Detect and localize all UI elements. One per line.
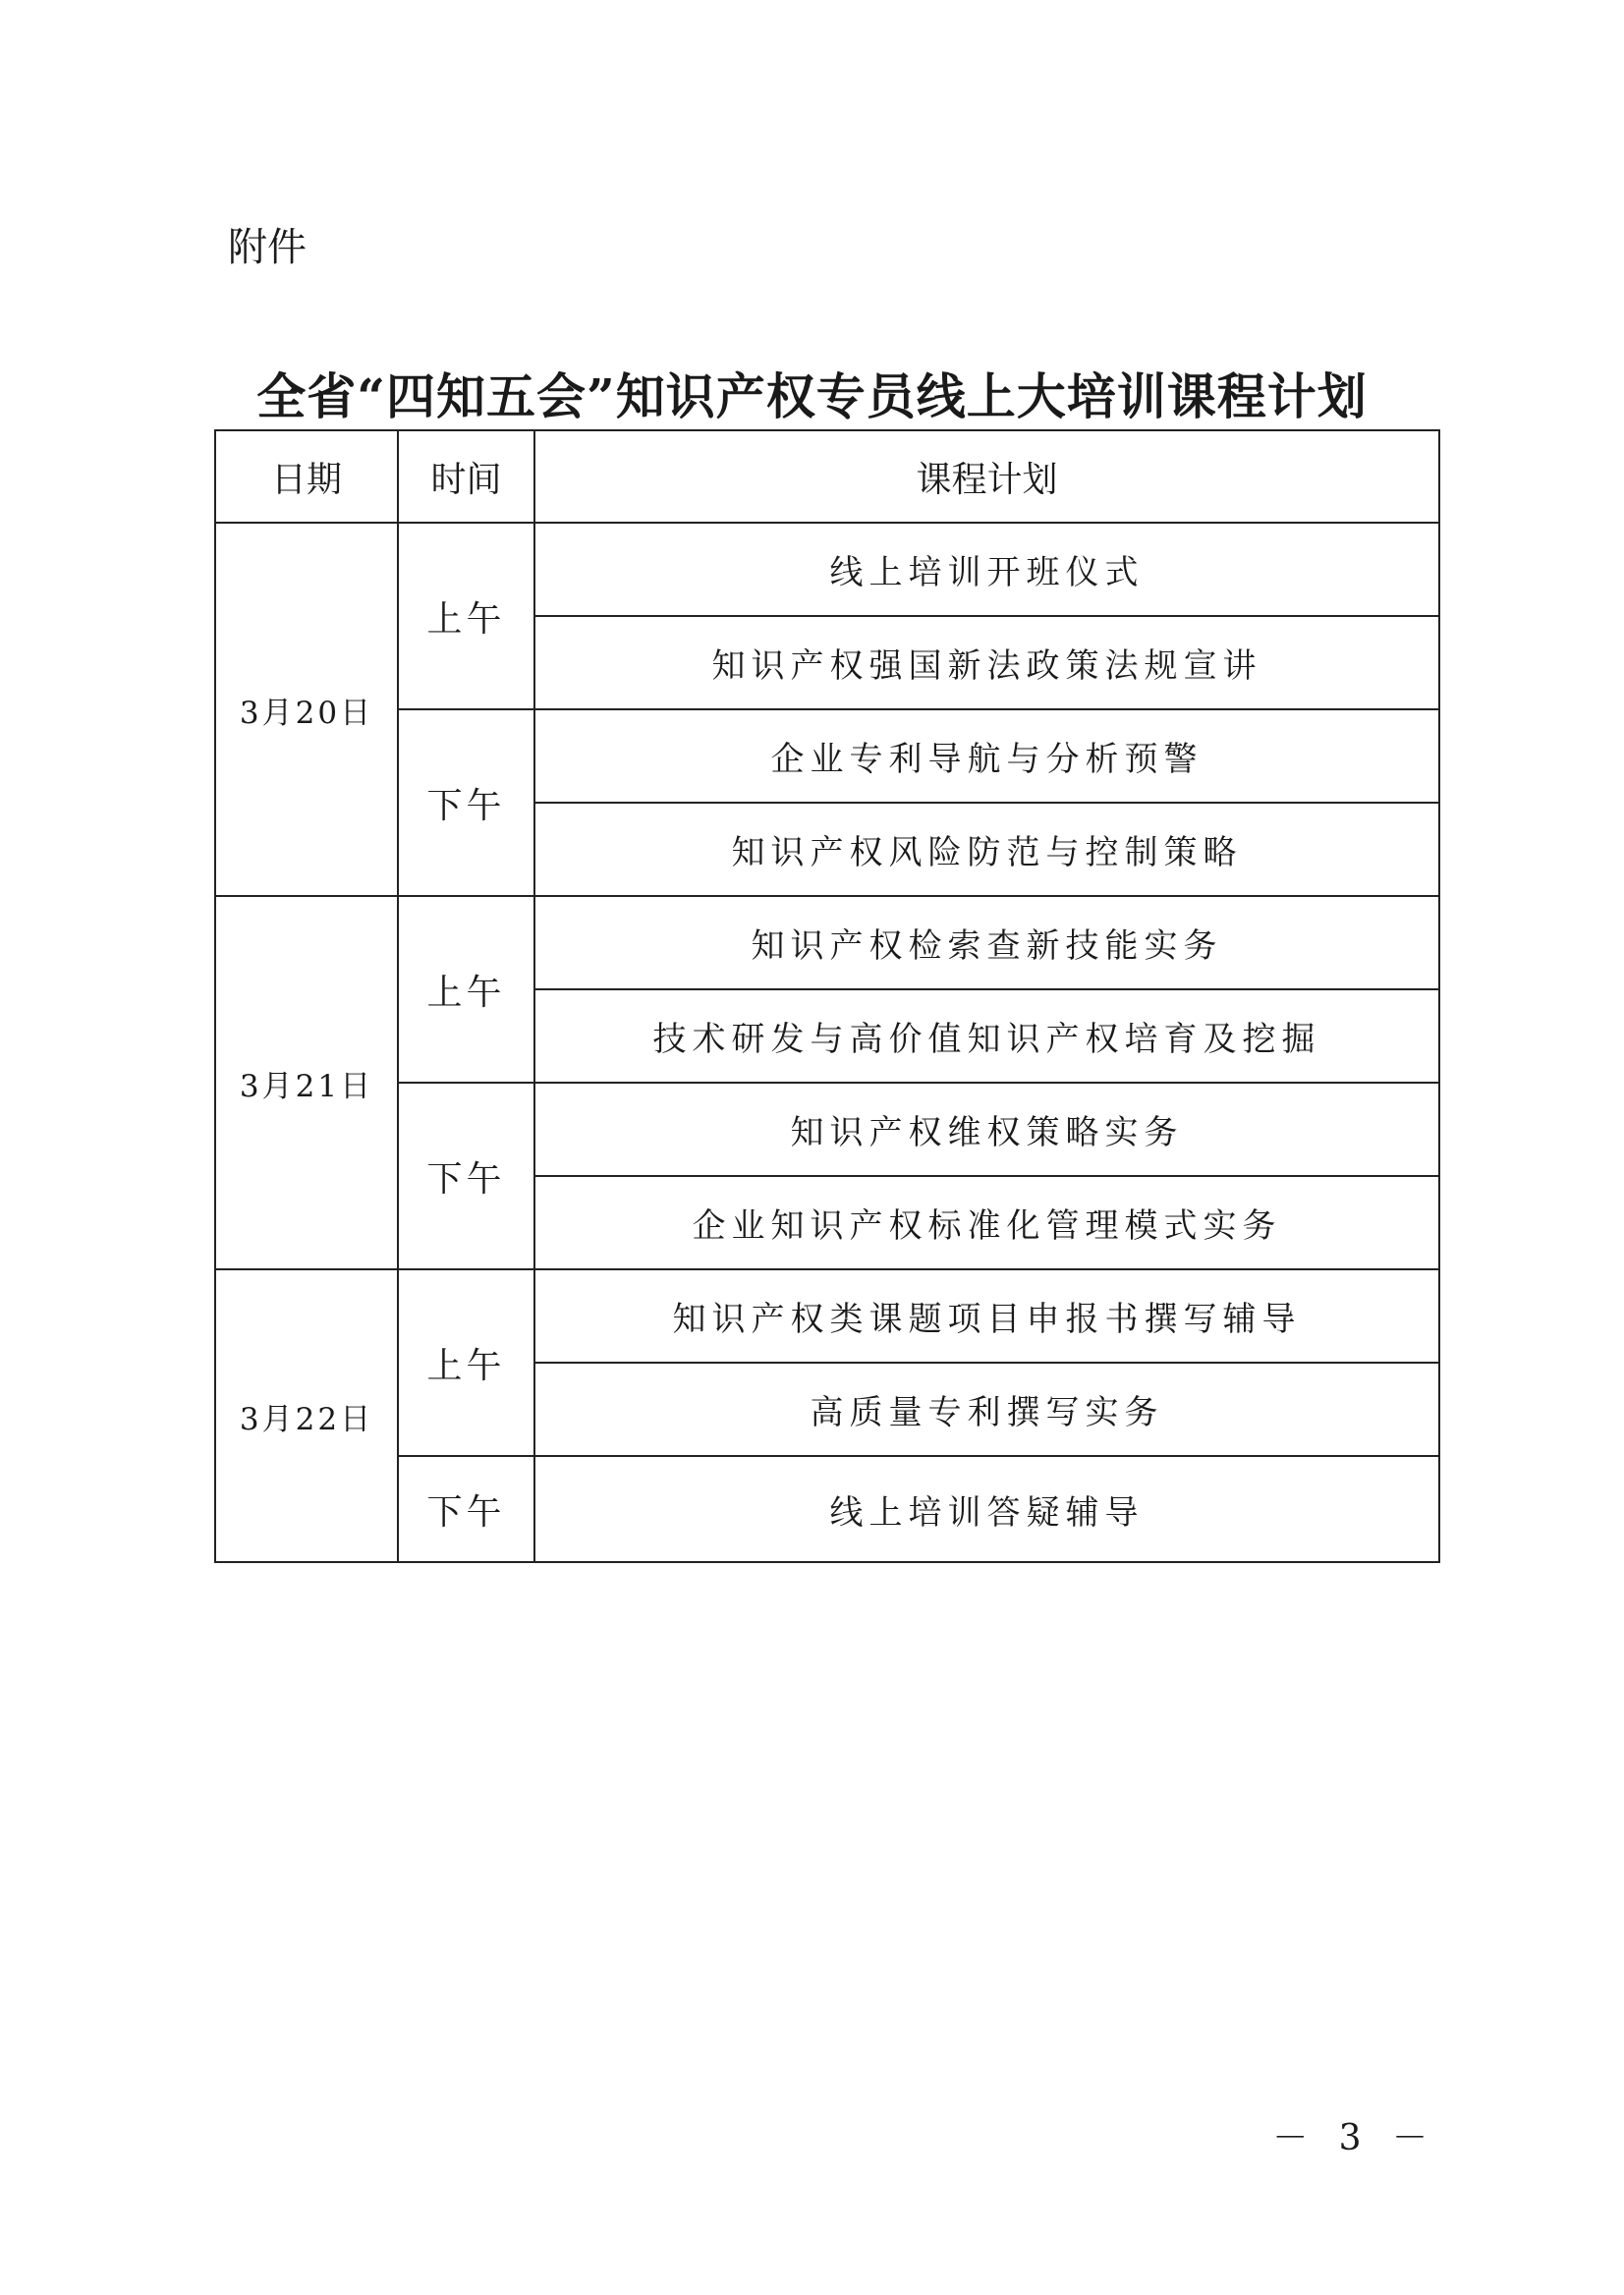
course-cell: 高质量专利撰写实务 (534, 1363, 1439, 1456)
course-cell: 知识产权类课题项目申报书撰写辅导 (534, 1269, 1439, 1363)
table-row (215, 1083, 1439, 1176)
page-number: － 3 － (1272, 2118, 1437, 2158)
course-cell: 线上培训开班仪式 (534, 523, 1439, 616)
course-schedule-table (214, 429, 1440, 1563)
course-cell: 知识产权强国新法政策法规宣讲 (534, 616, 1439, 709)
period-cell: 下午 (398, 709, 534, 896)
table-row (215, 523, 1439, 616)
table-row (215, 1269, 1439, 1363)
header-course-plan: 课程计划 (534, 430, 1439, 523)
course-cell: 知识产权风险防范与控制策略 (534, 803, 1439, 896)
course-cell: 技术研发与高价值知识产权培育及挖掘 (534, 989, 1439, 1083)
period-cell: 下午 (398, 1456, 534, 1562)
period-cell: 上午 (398, 523, 534, 709)
date-cell: 3月22日 (215, 1269, 398, 1562)
table-row (215, 896, 1439, 989)
header-date: 日期 (215, 430, 398, 523)
document-title: 全省“四知五会”知识产权专员线上大培训课程计划 (256, 367, 1368, 425)
date-cell: 3月20日 (215, 523, 398, 896)
period-cell: 下午 (398, 1083, 534, 1269)
table-header-row (215, 430, 1439, 523)
date-cell: 3月21日 (215, 896, 398, 1269)
course-cell: 知识产权维权策略实务 (534, 1083, 1439, 1176)
course-cell: 企业专利导航与分析预警 (534, 709, 1439, 803)
header-time: 时间 (398, 430, 534, 523)
attachment-label: 附件 (228, 225, 307, 270)
course-cell: 线上培训答疑辅导 (534, 1456, 1439, 1562)
table-row (215, 709, 1439, 803)
course-cell: 知识产权检索查新技能实务 (534, 896, 1439, 989)
table-row (215, 1456, 1439, 1562)
course-cell: 企业知识产权标准化管理模式实务 (534, 1176, 1439, 1269)
period-cell: 上午 (398, 1269, 534, 1456)
period-cell: 上午 (398, 896, 534, 1083)
